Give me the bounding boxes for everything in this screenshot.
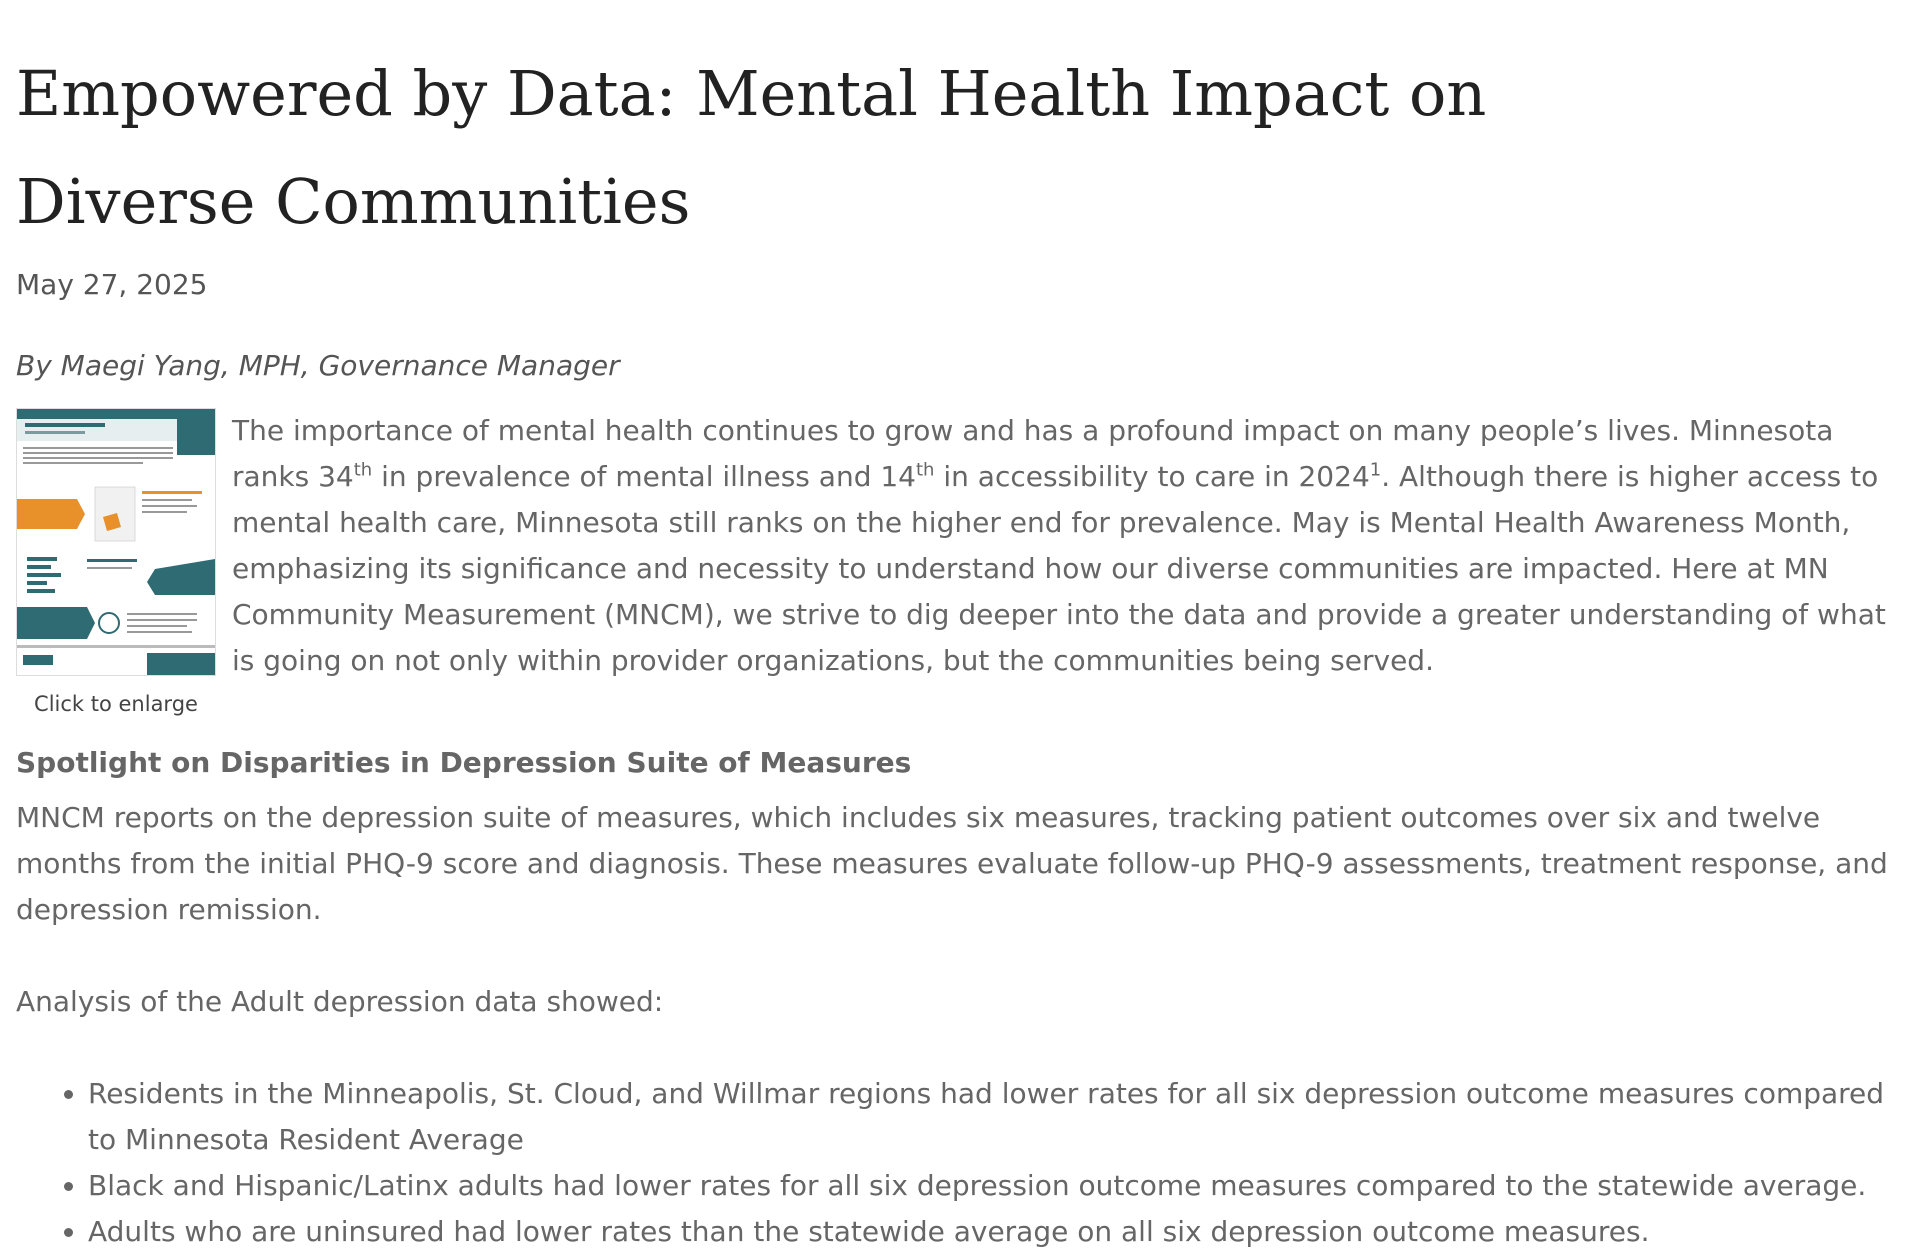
infographic-figure[interactable] [16, 408, 216, 716]
intro-text-part: . Although there is higher access to mental health care, Minnesota still ranks on the higher end for prevalence. May is Mental Health Awareness Month, emphasizing its significance and necessity to understand how our diverse communities are impacted. Here at MN Community Measurement (MNCM), we strive to dig deeper into the data and provide a greater understanding of what is going on not only within provider organizations, but the communities being served. [232, 460, 1886, 677]
byline: By Maegi Yang, MPH, Governance Manager [16, 349, 620, 382]
section-body: MNCM reports on the depression suite of measures, which includes six measures, tracking patient outcomes over six and twelve months from the initial PHQ-9 score and diagnosis. These measures evaluate follow-up PHQ-9 assessments, treatment response, and depression remission. [16, 801, 1888, 926]
intro-text-part: in accessibility to care in 2024 [934, 460, 1370, 493]
intro-text-part: in prevalence of mental illness and 14 [372, 460, 916, 493]
post-date: May 27, 2025 [16, 268, 208, 301]
list-item: • Black and Hispanic/Latinx adults had lower rates for all six depression outcome measures compared to the statewide average. [88, 1163, 1898, 1209]
intro-paragraph [232, 408, 1898, 716]
list-item: • Residents in the Minneapolis, St. Cloud, and Willmar regions had lower rates for all six depression outcome measures compared to Minnesota Resident Average [88, 1071, 1898, 1163]
infographic-thumbnail[interactable] [16, 408, 216, 676]
intro-section [16, 408, 1898, 716]
figure-caption[interactable]: Click to enlarge [34, 692, 198, 716]
findings-list [16, 1071, 1898, 1255]
analysis-lead: Analysis of the Adult depression data showed: [16, 985, 664, 1018]
ordinal-suffix: th [916, 459, 935, 481]
intro-text-part: The importance of mental health continues to grow and has a profound impact on many people’s lives. Minnesota ranks 34 [232, 414, 1834, 493]
list-item: • Adults who are uninsured had lower rates than the statewide average on all six depression outcome measures. [88, 1209, 1898, 1255]
footnote-ref[interactable]: 1 [1369, 459, 1382, 481]
page-title: Empowered by Data: Mental Health Impact on Diverse Communities [16, 57, 1487, 238]
ordinal-suffix: th [353, 459, 373, 481]
section-heading: Spotlight on Disparities in Depression Suite of Measures [16, 746, 912, 779]
